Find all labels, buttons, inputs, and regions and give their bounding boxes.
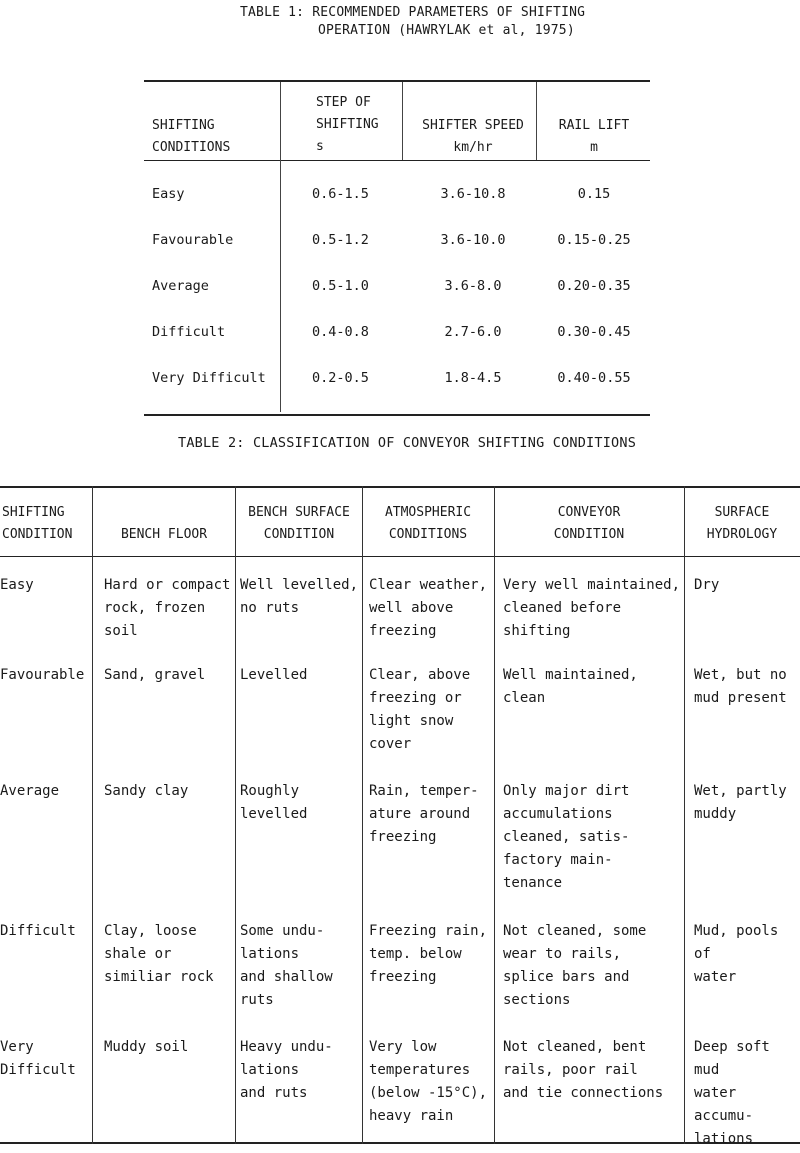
table1-header-conditions: SHIFTING CONDITIONS	[152, 118, 231, 155]
table2-header-condition: SHIFTING CONDITION	[2, 505, 73, 542]
table2-cell-conveyor: Not cleaned, some wear to rails, splice bars and sections	[503, 923, 647, 1008]
table2-cell-atmos: Very low temperatures (below -15°C), heavy rain	[369, 1039, 488, 1124]
table2-cell-floor: Sand, gravel	[104, 667, 206, 683]
table2-cell-condition: Difficult	[0, 923, 76, 939]
table2-top-rule	[0, 486, 800, 488]
table2-cell-conveyor: Only major dirt accumulations cleaned, satis- factory main- tenance	[503, 783, 630, 891]
table2-header-floor: BENCH FLOOR	[120, 527, 208, 542]
table2-cell-atmos: Rain, temper- ature around freezing	[369, 783, 479, 845]
table2-cell-floor: Muddy soil	[104, 1039, 189, 1055]
table2-col-divider	[494, 486, 495, 1144]
table1-cell-lift: 0.15-0.25	[557, 232, 631, 248]
table2-cell-floor: Sandy clay	[104, 783, 189, 799]
table2-header-rule	[0, 556, 800, 557]
table2-cell-surface: Levelled	[240, 667, 308, 683]
table2-cell-condition: Favourable	[0, 667, 85, 683]
table1-cell-speed: 2.7-6.0	[444, 324, 502, 340]
table1-cell-speed: 3.6-10.0	[440, 232, 506, 248]
table1-cell-step: 0.4-0.8	[312, 324, 369, 340]
table2-cell-surface: Roughly levelled	[240, 783, 308, 822]
table2-cell-conveyor: Well maintained, clean	[503, 667, 638, 706]
table2-caption: TABLE 2: CLASSIFICATION OF CONVEYOR SHIFTING CONDITIONS	[178, 435, 637, 451]
table2-bottom-rule	[0, 1142, 800, 1144]
table1-header-lift: RAIL LIFT m	[558, 118, 630, 155]
table1-cell-condition: Favourable	[152, 232, 234, 248]
table2-cell-atmos: Freezing rain, temp. below freezing	[369, 923, 488, 985]
table1-col-divider	[280, 82, 281, 412]
table2-cell-surface: Heavy undu- lations and ruts	[240, 1039, 333, 1101]
table1-cell-speed: 1.8-4.5	[444, 370, 502, 386]
table2-cell-conveyor: Very well maintained, cleaned before shifting	[503, 577, 681, 639]
table2-cell-hydro: Deep soft mud water accumu- lations	[694, 1039, 770, 1147]
table2-col-divider	[92, 486, 93, 1144]
table1-cell-condition: Very Difficult	[152, 370, 266, 386]
table2-cell-hydro: Wet, but no mud present	[694, 667, 787, 706]
table1	[144, 80, 650, 416]
table2-cell-condition: Easy	[0, 577, 34, 593]
table2-cell-condition: Average	[0, 783, 60, 799]
table1-caption-line2: OPERATION (HAWRYLAK et al, 1975)	[318, 23, 575, 38]
table1-header-speed: SHIFTER SPEED km/hr	[422, 118, 524, 155]
table1-col-divider	[402, 82, 403, 160]
table2-col-divider	[362, 486, 363, 1144]
table1-cell-step: 0.2-0.5	[312, 370, 369, 386]
table2-cell-atmos: Clear, above freezing or light snow cover	[369, 667, 471, 752]
table2-col-divider	[235, 486, 236, 1144]
table1-col-divider	[536, 82, 537, 160]
table1-cell-condition: Difficult	[152, 324, 226, 340]
table2-cell-hydro: Mud, pools of water	[694, 923, 779, 985]
table1-cell-condition: Average	[152, 278, 209, 294]
table1-cell-speed: 3.6-8.0	[444, 278, 502, 294]
table2-cell-floor: Clay, loose shale or similiar rock	[104, 923, 214, 985]
table2-cell-atmos: Clear weather, well above freezing	[369, 577, 488, 639]
table2	[0, 486, 800, 1147]
table1-cell-condition: Easy	[152, 186, 185, 202]
table2-cell-condition: Very Difficult	[0, 1039, 76, 1078]
table2-cell-surface: Some undu- lations and shallow ruts	[240, 923, 333, 1008]
table1-cell-lift: 0.15	[577, 186, 611, 202]
table1-cell-lift: 0.20-0.35	[557, 278, 631, 294]
table1-cell-step: 0.5-1.0	[312, 278, 369, 294]
table2-cell-hydro: Wet, partly muddy	[694, 783, 787, 822]
table2-header-conveyor: CONVEYOR CONDITION	[553, 505, 625, 542]
table1-cell-lift: 0.40-0.55	[557, 370, 631, 386]
table1-cell-step: 0.5-1.2	[312, 232, 369, 248]
table1-header-rule	[144, 160, 650, 161]
table2-header-surface: BENCH SURFACE CONDITION	[248, 505, 350, 542]
table1-cell-step: 0.6-1.5	[312, 186, 369, 202]
table2-col-divider	[684, 486, 685, 1144]
table2-header-hydro: SURFACE HYDROLOGY	[706, 505, 778, 542]
table2-cell-surface: Well levelled, no ruts	[240, 577, 359, 616]
table1-header-step: STEP OF SHIFTING s	[316, 95, 379, 154]
table1-cell-lift: 0.30-0.45	[557, 324, 631, 340]
table2-cell-hydro: Dry	[694, 577, 720, 593]
table1-caption-line1: TABLE 1: RECOMMENDED PARAMETERS OF SHIFTING	[240, 5, 586, 20]
table2-cell-conveyor: Not cleaned, bent rails, poor rail and tie connections	[503, 1039, 664, 1101]
table1-cell-speed: 3.6-10.8	[440, 186, 506, 202]
table2-cell-floor: Hard or compact rock, frozen soil	[104, 577, 231, 639]
table2-header-atmos: ATMOSPHERIC CONDITIONS	[384, 505, 472, 542]
